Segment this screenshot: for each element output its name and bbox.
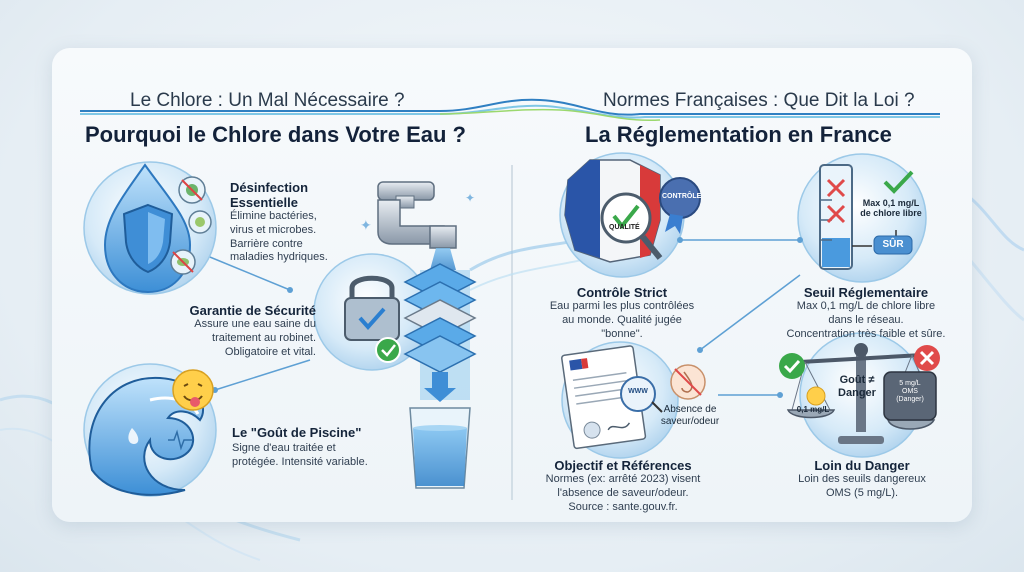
taste-danger-line1: Goût ≠	[839, 374, 875, 386]
virus-icon	[189, 211, 211, 233]
big-weight-line1: 5 mg/L	[899, 380, 921, 387]
threshold-label: Seuil Réglementaire	[803, 285, 929, 300]
big-weight-text	[884, 380, 936, 404]
security-label: Garantie de Sécurité	[189, 303, 316, 318]
disinfection-label: Désinfection	[230, 180, 309, 195]
danger-desc-1: Loin des seuils dangereux	[798, 473, 926, 485]
water-glass	[410, 408, 470, 488]
right-subheading: Normes Françaises : Que Dit la Loi ?	[603, 90, 915, 111]
bacteria-icon	[171, 250, 195, 274]
control-desc-3: "bonne".	[601, 327, 643, 340]
pool-taste-desc-2: protégée. Intensité variable.	[232, 455, 368, 468]
microbe-icon	[179, 177, 205, 203]
big-weight-line3: (Danger)	[896, 396, 924, 404]
qualite-stamp-text: QUALITÉ	[609, 224, 640, 231]
objective-desc-3: Source : sante.gouv.fr.	[568, 500, 678, 513]
disinfection-desc-2: virus et microbes.	[230, 223, 317, 236]
max-label	[860, 198, 922, 219]
tongue-face-icon	[173, 370, 213, 410]
check-icon-green	[779, 353, 805, 379]
pool-taste-label: Le "Goût de Piscine"	[232, 425, 362, 440]
big-weight-line2: OMS	[902, 388, 918, 396]
absence-line1: Absence de	[663, 404, 717, 415]
sur-badge-text: SÛR	[882, 239, 904, 250]
disinfection-desc-4: maladies hydriques.	[230, 251, 328, 264]
control-block	[540, 285, 704, 341]
right-title: La Réglementation en France	[585, 122, 892, 147]
svg-text:✦: ✦	[360, 217, 372, 233]
documents-bubble	[561, 342, 678, 458]
disinfection-label-line2: Essentielle	[230, 195, 298, 210]
security-desc-1: Assure une eau saine du	[194, 318, 316, 330]
small-weight-text: 0,1 mg/L	[796, 405, 830, 414]
www-text: WWW	[628, 388, 648, 395]
objective-block	[536, 458, 710, 514]
svg-text:✦: ✦	[465, 191, 476, 205]
control-desc-2: au monde. Qualité jugée	[562, 313, 682, 326]
threshold-desc-3: Concentration très faible et sûre.	[786, 327, 946, 340]
left-subheading: Le Chlore : Un Mal Nécessaire ?	[130, 90, 405, 111]
disinfection-block	[230, 180, 328, 265]
security-desc-3: Obligatoire et vital.	[224, 345, 316, 358]
controle-badge-text: CONTRÔLE	[662, 193, 702, 200]
absence-label	[654, 404, 726, 428]
pool-taste-block	[232, 425, 368, 470]
france-control-bubble	[560, 153, 700, 277]
danger-block	[782, 458, 942, 501]
left-title: Pourquoi le Chlore dans Votre Eau ?	[85, 122, 466, 147]
filter-layers	[405, 264, 475, 402]
pool-taste-desc-1: Signe d'eau traitée et	[232, 442, 336, 454]
security-desc-2: traitement au robinet.	[212, 331, 316, 344]
objective-desc-1: Normes (ex: arrêté 2023) visent	[545, 473, 701, 485]
threshold-desc-2: dans le réseau.	[828, 313, 904, 326]
threshold-block	[778, 285, 954, 341]
absence-line2: saveur/odeur	[660, 416, 720, 427]
objective-desc-2: l'absence de saveur/odeur.	[557, 486, 689, 499]
max-label-line1: Max 0,1 mg/L	[862, 198, 920, 208]
danger-desc-2: OMS (5 mg/L).	[825, 486, 899, 499]
disinfection-desc-1: Élimine bactéries,	[230, 210, 317, 222]
disinfection-desc-3: Barrière contre	[230, 237, 303, 250]
security-block	[160, 303, 316, 359]
danger-label: Loin du Danger	[814, 458, 910, 473]
objective-label: Objectif et Références	[554, 458, 692, 473]
cross-icon-red	[914, 345, 940, 371]
max-label-line2: de chlore libre	[860, 208, 922, 219]
taste-danger-label	[832, 374, 882, 399]
nose-icon	[671, 365, 705, 399]
control-label: Contrôle Strict	[576, 285, 668, 300]
taste-danger-line2: Danger	[838, 386, 876, 399]
threshold-desc-1: Max 0,1 mg/L de chlore libre	[796, 300, 936, 312]
control-desc-1: Eau parmi les plus contrôlées	[549, 300, 695, 312]
